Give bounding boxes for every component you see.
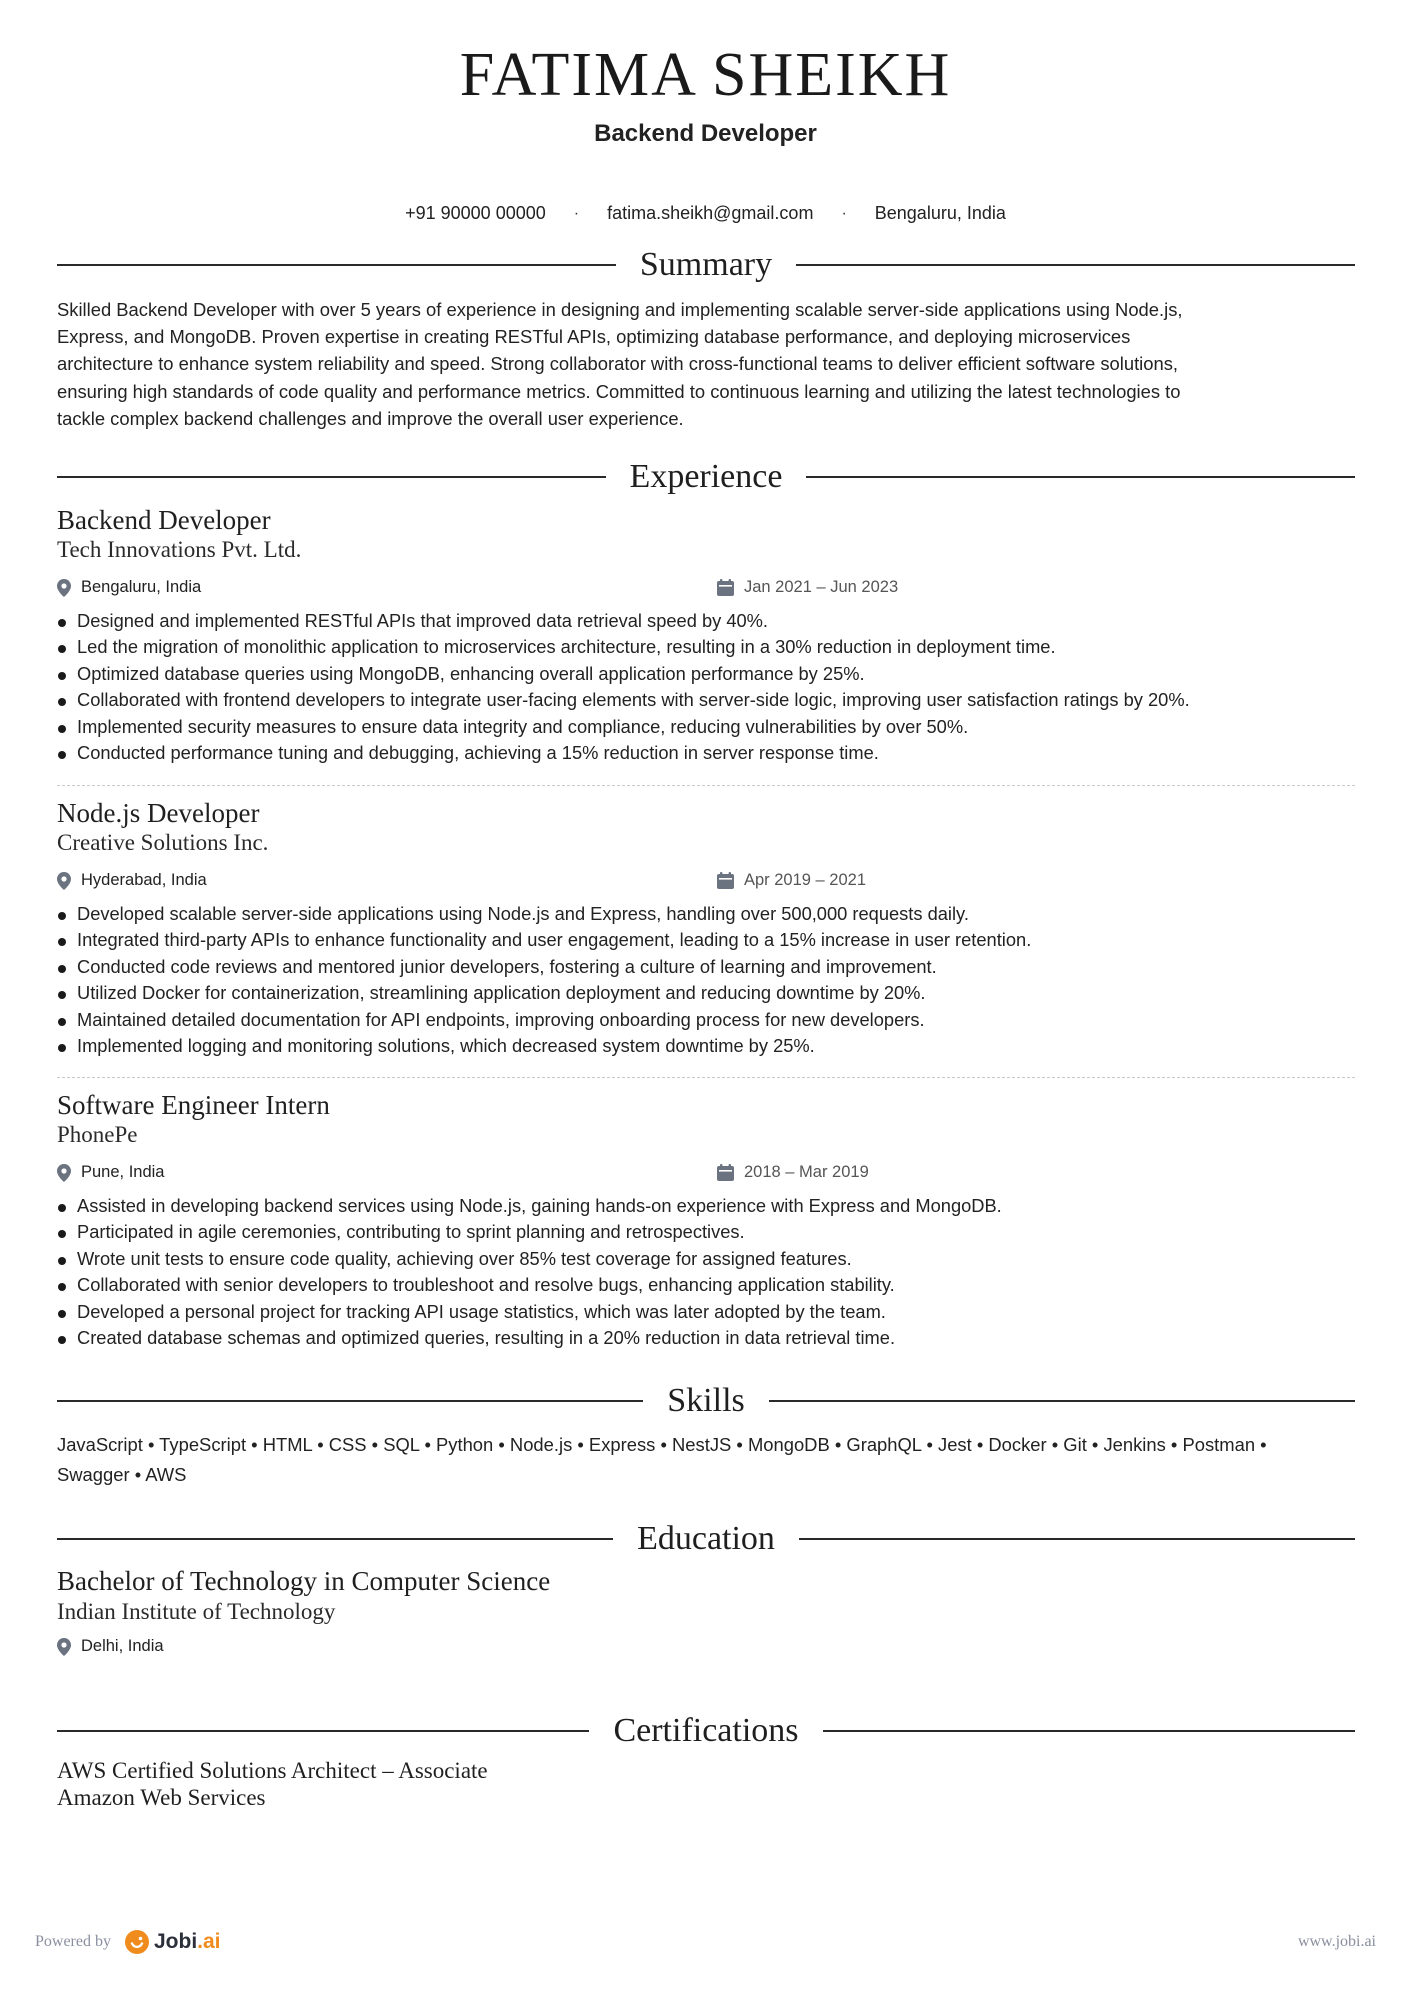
summary-line: architecture to enhance system reliability and speed. Strong collaborator with cross-functional teams to deliver efficient software solutions, [57, 353, 1179, 375]
company-name: PhonePe [57, 1122, 138, 1147]
list-item: Assisted in developing backend services using Node.js, gaining hands-on experience with Express and MongoDB. [57, 1193, 1355, 1219]
section-rule [799, 1538, 1355, 1540]
job-title: Node.js Developer [57, 798, 260, 828]
summary-line: tackle complex backend challenges and improve the overall user experience. [57, 407, 684, 429]
job-meta [57, 1163, 1355, 1187]
list-item: Developed a personal project for tracking API usage statistics, which was later adopted by the team. [57, 1299, 1355, 1325]
jobi-logo-icon [125, 1930, 149, 1954]
list-item: Integrated third-party APIs to enhance functionality and user engagement, leading to a 15% increase in user retention. [57, 927, 1355, 953]
company-name: Creative Solutions Inc. [57, 830, 269, 855]
section-rule [823, 1730, 1355, 1732]
list-item: Wrote unit tests to ensure code quality, achieving over 85% test coverage for assigned features. [57, 1246, 1355, 1272]
job-location [57, 1163, 164, 1182]
section-rule [57, 1730, 589, 1732]
job-location [57, 578, 201, 597]
list-item: Collaborated with frontend developers to integrate user-facing elements with server-side logic, improving user satisfaction ratings by 20%. [57, 687, 1355, 713]
location-text: Bengaluru, India [874, 203, 1006, 223]
section-title: Summary [639, 246, 773, 283]
job-bullets [57, 608, 1355, 766]
section-rule [57, 1400, 643, 1402]
certification-name: AWS Certified Solutions Architect – Associate [57, 1758, 488, 1783]
list-item: Utilized Docker for containerization, streamlining application deployment and reducing downtime by 20%. [57, 980, 1355, 1006]
brand-suffix: .ai [197, 1930, 221, 1953]
brand-name: Jobi [153, 1930, 198, 1953]
section-rule [796, 264, 1355, 266]
job-meta [57, 871, 1355, 895]
job-dates-text: Jan 2021 – Jun 2023 [744, 578, 899, 596]
skills-line: Swagger • AWS [57, 1464, 187, 1485]
entry-separator [57, 785, 1355, 786]
list-item: Led the migration of monolithic application to microservices architecture, resulting in a 30% reduction in deployment time. [57, 634, 1355, 660]
section-title: Certifications [613, 1712, 799, 1749]
website-link[interactable]: www.jobi.ai [1297, 1933, 1376, 1950]
job-location-text: Bengaluru, India [81, 578, 202, 596]
job-location [57, 871, 207, 890]
list-item: Conducted performance tuning and debugging, achieving a 15% reduction in server response time. [57, 740, 1355, 766]
education-location-text: Delhi, India [81, 1637, 164, 1655]
contact-row [0, 203, 1411, 224]
list-item: Optimized database queries using MongoDB, enhancing overall application performance by 25%. [57, 661, 1355, 687]
calendar-icon [717, 872, 734, 889]
summary-section-header [57, 245, 1355, 285]
jobi-brand[interactable] [125, 1930, 221, 1954]
skills-section-header [57, 1381, 1355, 1421]
degree-title: Bachelor of Technology in Computer Science [57, 1566, 551, 1596]
job-location-text: Hyderabad, India [81, 871, 207, 889]
job-bullets [57, 1193, 1355, 1351]
skills-list [57, 1430, 1357, 1490]
certifications-section-header [57, 1711, 1355, 1751]
education-entry [57, 1565, 1355, 1661]
section-rule [806, 476, 1355, 478]
job-bullets [57, 901, 1355, 1059]
job-location-text: Pune, India [81, 1163, 165, 1181]
summary-line: Express, and MongoDB. Proven expertise in creating RESTful APIs, optimizing database performance, and deploying microservices [57, 326, 1131, 348]
job-title: Software Engineer Intern [57, 1090, 330, 1120]
summary-line: Skilled Backend Developer with over 5 years of experience in designing and implementing scalable server-side applications using Node.js, [57, 299, 1183, 320]
summary-line: ensuring high standards of code quality and performance metrics. Committed to continuous learning and utilizing the latest technologies to [57, 380, 1181, 402]
education-meta [57, 1637, 1355, 1661]
list-item: Designed and implemented RESTful APIs that improved data retrieval speed by 40%. [57, 608, 1355, 634]
list-item: Implemented security measures to ensure data integrity and compliance, reducing vulnerabilities by over 50%. [57, 714, 1355, 740]
contact-separator: · [841, 204, 847, 222]
certification-issuer: Amazon Web Services [57, 1785, 266, 1810]
section-title: Skills [667, 1382, 745, 1419]
list-item: Participated in agile ceremonies, contributing to sprint planning and retrospectives. [57, 1219, 1355, 1245]
calendar-icon [717, 1164, 734, 1181]
job-title: Backend Developer [57, 505, 271, 535]
section-title: Experience [629, 458, 783, 495]
education-section-header [57, 1519, 1355, 1559]
experience-entry [57, 797, 1355, 1059]
location-pin-icon [57, 1638, 71, 1656]
school-name: Indian Institute of Technology [57, 1599, 336, 1624]
certification-entry [57, 1757, 1355, 1811]
section-rule [57, 264, 616, 266]
job-meta [57, 578, 1355, 602]
job-dates-text: 2018 – Mar 2019 [744, 1163, 869, 1181]
job-dates-text: Apr 2019 – 2021 [744, 871, 867, 889]
phone-text: +91 90000 00000 [405, 203, 546, 223]
list-item: Collaborated with senior developers to troubleshoot and resolve bugs, enhancing application stability. [57, 1272, 1355, 1298]
powered-by-text: Powered by [35, 1933, 111, 1950]
candidate-name: FATIMA SHEIKH [459, 41, 952, 109]
section-rule [769, 1400, 1355, 1402]
section-rule [57, 476, 606, 478]
experience-entry [57, 504, 1355, 766]
list-item: Created database schemas and optimized queries, resulting in a 20% reduction in data retrieval time. [57, 1325, 1355, 1351]
education-location [57, 1637, 164, 1656]
skills-line: JavaScript • TypeScript • HTML • CSS • SQL • Python • Node.js • Express • NestJS • MongoDB • GraphQL • Jest • Docker • Git • Jenkins • Postman • [57, 1434, 1267, 1455]
job-dates [717, 871, 866, 890]
experience-section-header [57, 457, 1355, 497]
location-pin-icon [57, 1164, 71, 1182]
company-name: Tech Innovations Pvt. Ltd. [57, 537, 302, 562]
list-item: Developed scalable server-side applications using Node.js and Express, handling over 500,000 requests daily. [57, 901, 1355, 927]
powered-by [35, 1930, 221, 1954]
calendar-icon [717, 579, 734, 596]
location-pin-icon [57, 872, 71, 890]
candidate-role: Backend Developer [594, 120, 817, 147]
summary-text [57, 296, 1357, 432]
job-dates [717, 578, 898, 597]
email-text: fatima.sheikh@gmail.com [607, 203, 814, 223]
contact-separator: · [573, 204, 580, 222]
entry-separator [57, 1077, 1355, 1078]
experience-entry [57, 1089, 1355, 1351]
list-item: Implemented logging and monitoring solutions, which decreased system downtime by 25%. [57, 1033, 1355, 1059]
location-pin-icon [57, 579, 71, 597]
list-item: Conducted code reviews and mentored junior developers, fostering a culture of learning and improvement. [57, 954, 1355, 980]
list-item: Maintained detailed documentation for API endpoints, improving onboarding process for new developers. [57, 1007, 1355, 1033]
job-dates [717, 1163, 869, 1182]
section-title: Education [637, 1520, 775, 1557]
section-rule [57, 1538, 613, 1540]
